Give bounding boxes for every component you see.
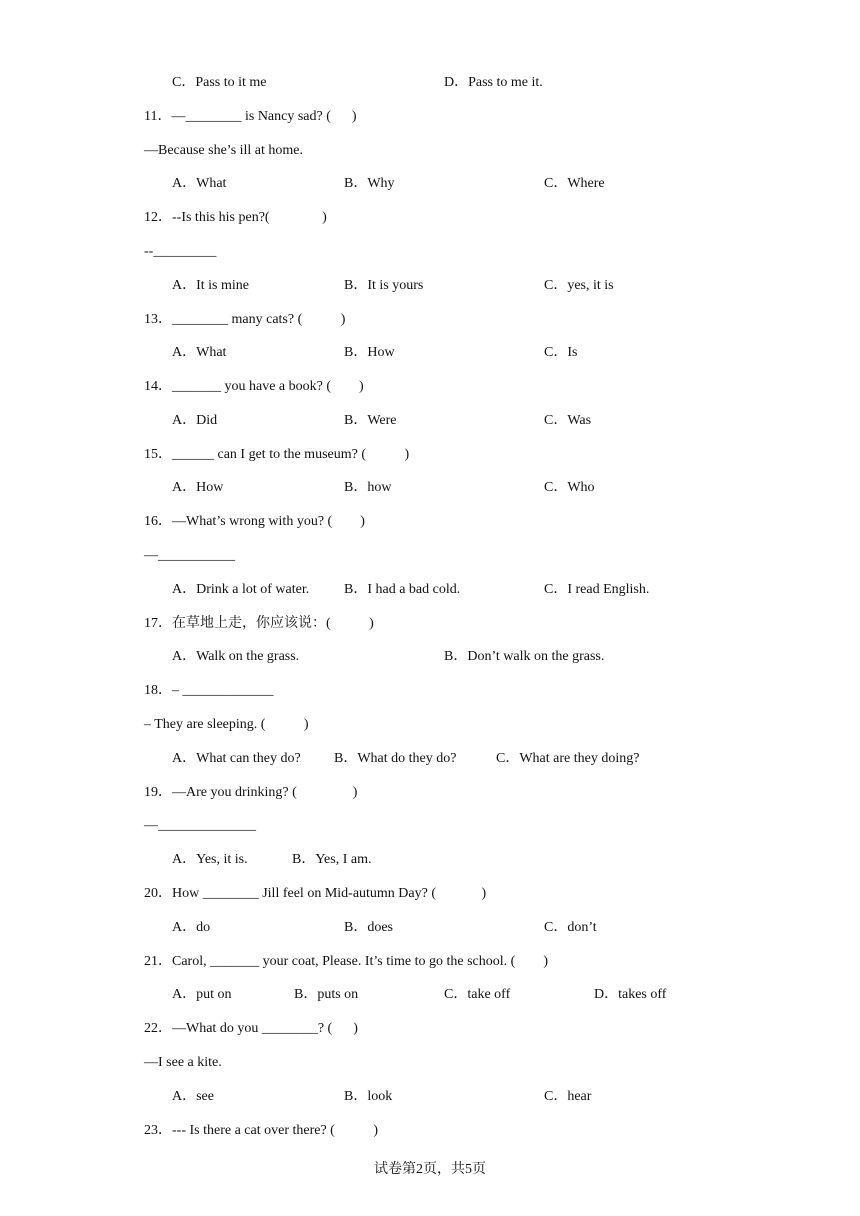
q18-reply: – They are sleeping. ( ) (144, 717, 309, 732)
q20-stem: 20．How ________ Jill feel on Mid-autumn Day? ( ) (144, 886, 487, 901)
q16-option-b: B．I had a bad cold. (344, 582, 461, 597)
q11-option-b: B．Why (344, 176, 395, 191)
q13-option-c: C．Is (544, 345, 578, 360)
q21-option-a: A．put on (172, 987, 232, 1002)
q22-option-a: A．see (172, 1089, 214, 1104)
q22-option-c: C．hear (544, 1089, 592, 1104)
q10-option-c: C．Pass to it me (172, 75, 267, 90)
q17-option-b: B．Don’t walk on the grass. (444, 649, 605, 664)
q18-option-c: C．What are they doing? (496, 751, 640, 766)
q22-stem: 22．—What do you ________? ( ) (144, 1021, 358, 1036)
q13-stem: 13．________ many cats? ( ) (144, 312, 346, 327)
q21-option-d: D．takes off (594, 987, 667, 1002)
q17-option-a: A．Walk on the grass. (172, 649, 300, 664)
q13-option-a: A．What (172, 345, 227, 360)
q16-reply: —___________ (144, 548, 235, 563)
q19-stem: 19．—Are you drinking? ( ) (144, 785, 358, 800)
q15-option-c: C．Who (544, 480, 595, 495)
page-footer: 试卷第2页，共5页 (374, 1162, 486, 1177)
q11-option-c: C．Where (544, 176, 605, 191)
q21-option-b: B．puts on (294, 987, 359, 1002)
q12-stem: 12．--Is this his pen?( ) (144, 210, 327, 225)
q15-option-a: A．How (172, 480, 224, 495)
q11-option-a: A．What (172, 176, 227, 191)
q11-reply: —Because she’s ill at home. (144, 143, 304, 158)
q20-option-b: B．does (344, 920, 393, 935)
q16-option-a: A．Drink a lot of water. (172, 582, 310, 597)
q10-option-d: D．Pass to me it. (444, 75, 543, 90)
q12-option-c: C．yes, it is (544, 278, 614, 293)
q14-option-a: A．Did (172, 413, 218, 428)
q11-stem: 11．—________ is Nancy sad? ( ) (144, 109, 357, 124)
q21-option-c: C．take off (444, 987, 511, 1002)
q23-stem: 23．--- Is there a cat over there? ( ) (144, 1123, 379, 1138)
q13-option-b: B．How (344, 345, 395, 360)
q19-reply: —______________ (144, 818, 256, 833)
q21-stem: 21．Carol, _______ your coat, Please. It’s time to go the school. ( ) (144, 954, 548, 969)
q12-reply: --_________ (144, 244, 217, 259)
q14-stem: 14．_______ you have a book? ( ) (144, 379, 364, 394)
q20-option-a: A．do (172, 920, 211, 935)
q17-stem: 17．在草地上走，你应该说：( ) (144, 616, 374, 631)
q18-option-b: B．What do they do? (334, 751, 457, 766)
q22-reply: —I see a kite. (144, 1055, 222, 1070)
q15-option-b: B．how (344, 480, 392, 495)
q14-option-c: C．Was (544, 413, 592, 428)
q12-option-b: B．It is yours (344, 278, 424, 293)
q18-option-a: A．What can they do? (172, 751, 301, 766)
q19-option-a: A．Yes, it is. (172, 852, 248, 867)
q19-option-b: B．Yes, I am. (292, 852, 372, 867)
q22-option-b: B．look (344, 1089, 393, 1104)
q16-stem: 16．—What’s wrong with you? ( ) (144, 514, 365, 529)
q15-stem: 15．______ can I get to the museum? ( ) (144, 447, 410, 462)
q20-option-c: C．don’t (544, 920, 597, 935)
q14-option-b: B．Were (344, 413, 397, 428)
q18-stem: 18．– _____________ (144, 683, 274, 698)
q16-option-c: C．I read English. (544, 582, 650, 597)
q12-option-a: A．It is mine (172, 278, 249, 293)
